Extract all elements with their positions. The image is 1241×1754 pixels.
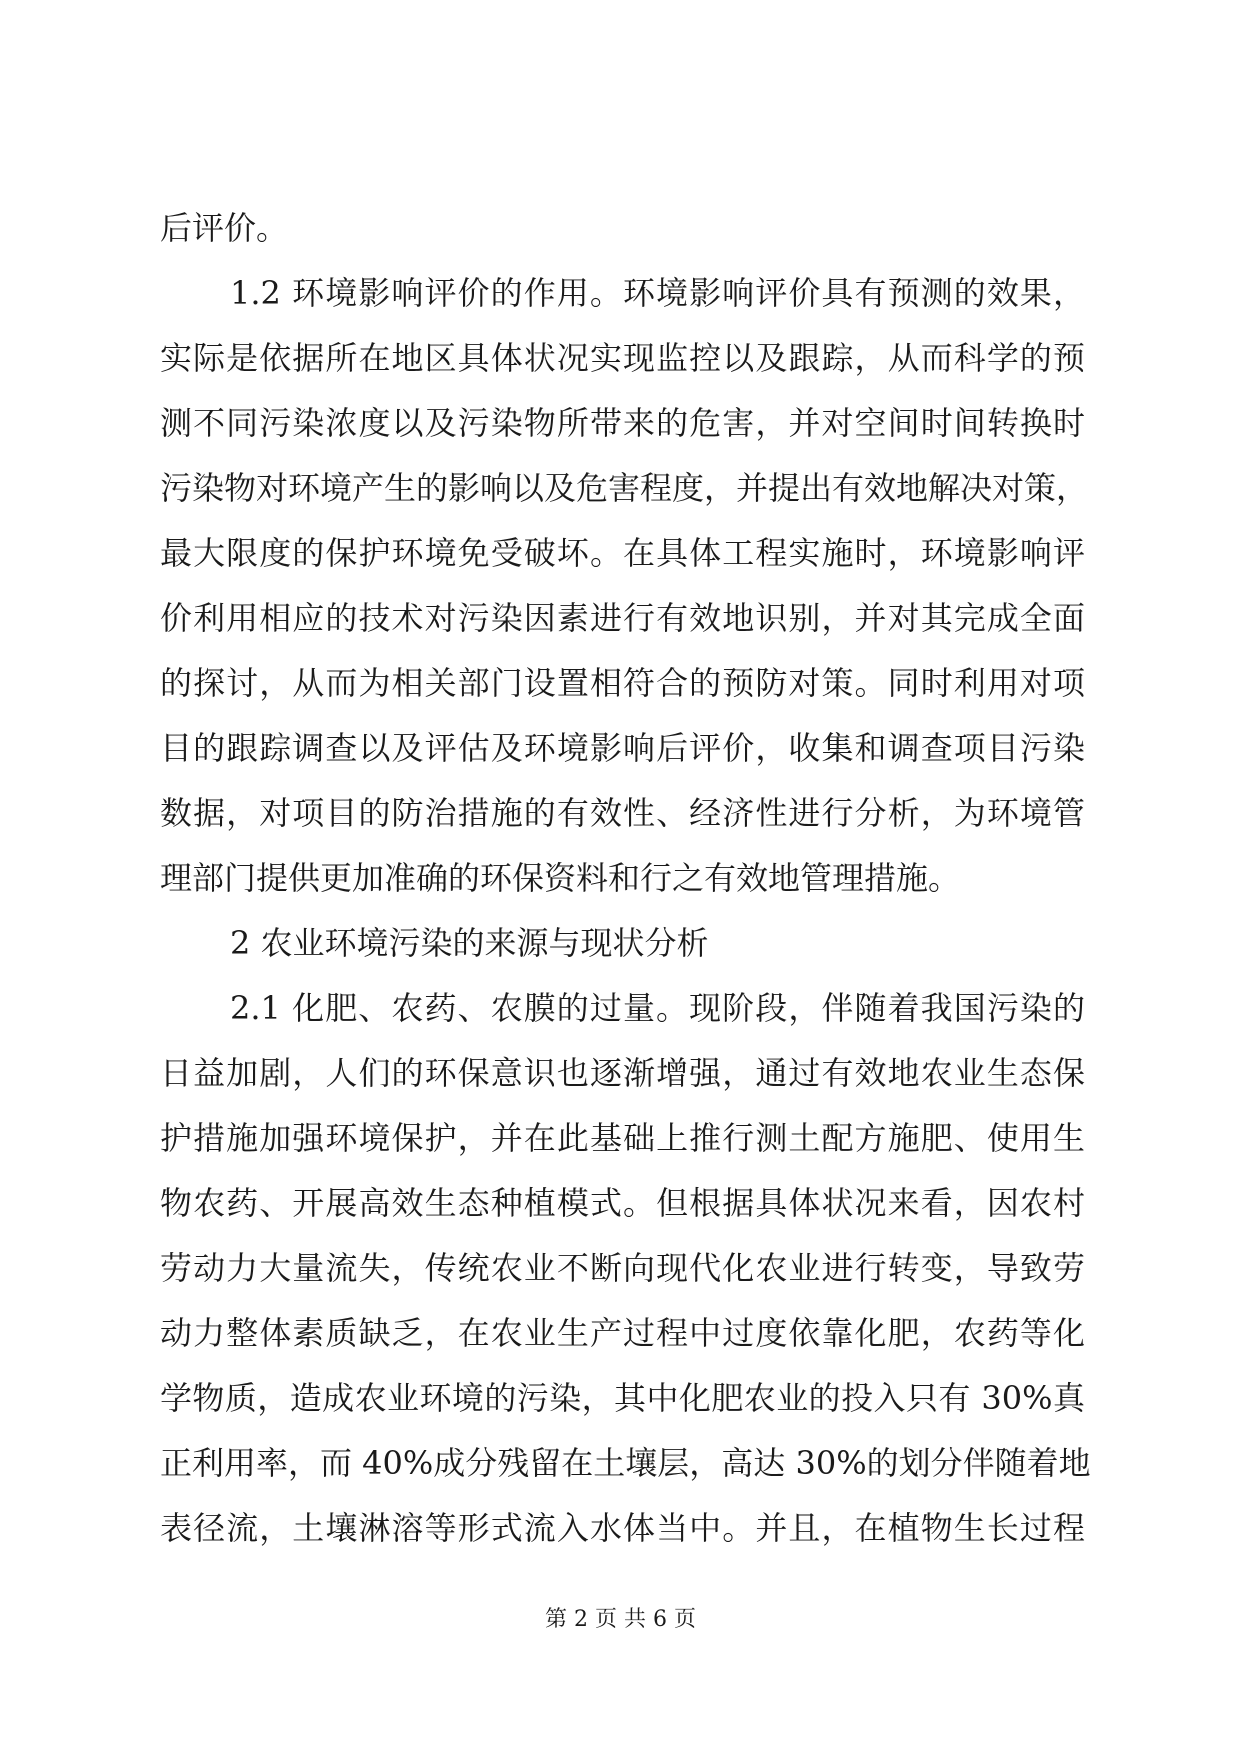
section-heading-1-2: 1.2 环境影响评价的作用。环境影响评价具有预测的效果， bbox=[230, 274, 1085, 312]
text-line: 正利用率，而 40%成分残留在土壤层，高达 30%的划分伴随着地 bbox=[160, 1444, 1091, 1482]
section-heading-2: 2 农业环境污染的来源与现状分析 bbox=[230, 924, 709, 962]
text-line: 价利用相应的技术对污染因素进行有效地识别，并对其完成全面 bbox=[160, 599, 1085, 637]
text-line: 表径流，土壤淋溶等形式流入水体当中。并且，在植物生长过程 bbox=[160, 1509, 1085, 1547]
text-line: 污染物对环境产生的影响以及危害程度，并提出有效地解决对策， bbox=[160, 469, 1089, 507]
text-line: 日益加剧，人们的环保意识也逐渐增强，通过有效地农业生态保 bbox=[160, 1054, 1085, 1092]
text-line: 物农药、开展高效生态种植模式。但根据具体状况来看，因农村 bbox=[160, 1184, 1085, 1222]
text-line: 学物质，造成农业环境的污染，其中化肥农业的投入只有 30%真 bbox=[160, 1379, 1085, 1417]
page-footer: 第 2 页 共 6 页 bbox=[545, 1607, 696, 1632]
text-line: 测不同污染浓度以及污染物所带来的危害，并对空间时间转换时 bbox=[160, 404, 1085, 442]
text-line: 理部门提供更加准确的环保资料和行之有效地管理措施。 bbox=[160, 859, 961, 897]
text-line: 最大限度的保护环境免受破坏。在具体工程实施时，环境影响评 bbox=[160, 534, 1085, 572]
text-line: 护措施加强环境保护，并在此基础上推行测土配方施肥、使用生 bbox=[160, 1119, 1085, 1157]
text-line: 动力整体素质缺乏，在农业生产过程中过度依靠化肥，农药等化 bbox=[160, 1314, 1085, 1352]
text-line: 的探讨，从而为相关部门设置相符合的预防对策。同时利用对项 bbox=[160, 664, 1085, 702]
text-line: 目的跟踪调查以及评估及环境影响后评价，收集和调查项目污染 bbox=[160, 729, 1085, 767]
section-heading-2-1: 2.1 化肥、农药、农膜的过量。现阶段，伴随着我国污染的 bbox=[230, 989, 1085, 1027]
text-line: 后评价。 bbox=[160, 209, 289, 247]
text-line: 数据，对项目的防治措施的有效性、经济性进行分析，为环境管 bbox=[160, 794, 1085, 832]
text-line: 劳动力大量流失，传统农业不断向现代化农业进行转变，导致劳 bbox=[160, 1249, 1085, 1287]
text-line: 实际是依据所在地区具体状况实现监控以及跟踪，从而科学的预 bbox=[160, 339, 1085, 377]
